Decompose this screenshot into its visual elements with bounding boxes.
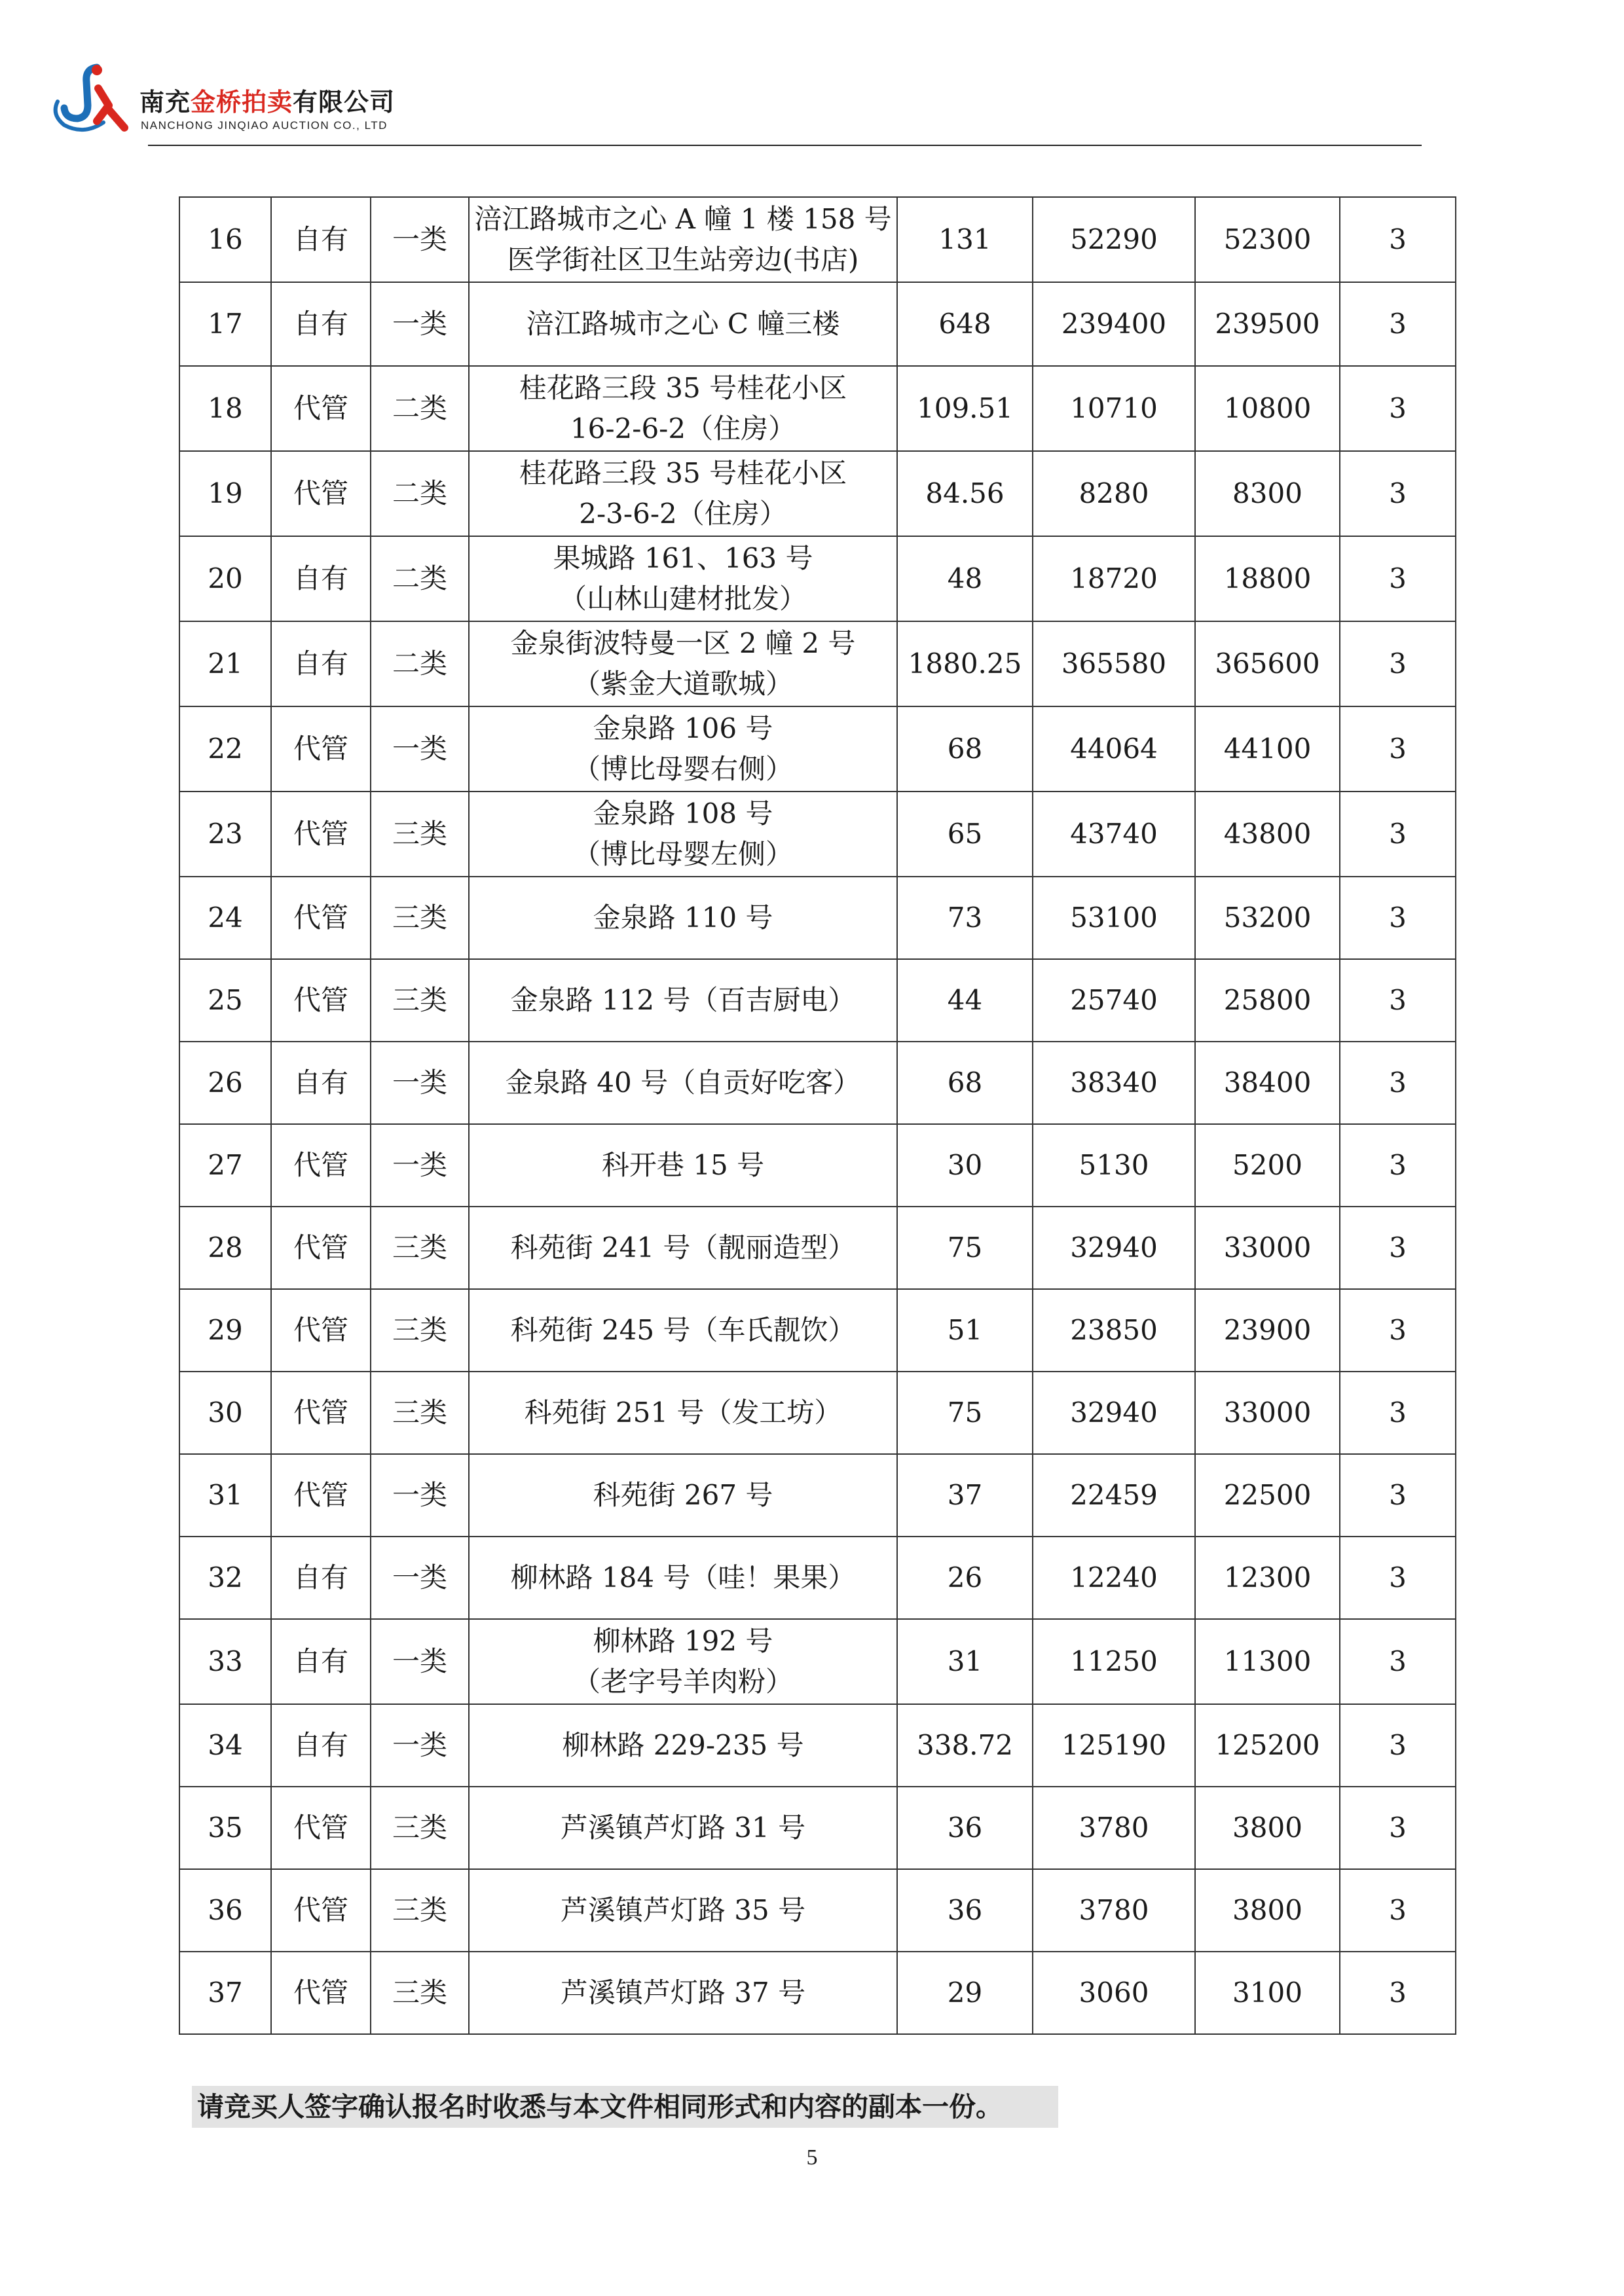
cell-category: 三类	[371, 1952, 469, 2034]
cell-area: 44	[897, 959, 1033, 1042]
cell-no: 25	[179, 959, 271, 1042]
cell-price-b: 8300	[1195, 451, 1340, 536]
cell-address	[469, 536, 897, 621]
cell-price-b: 23900	[1195, 1289, 1340, 1372]
table-row	[179, 1619, 1456, 1704]
cell-price-a: 12240	[1033, 1537, 1195, 1619]
cell-area: 37	[897, 1454, 1033, 1537]
cell-category: 二类	[371, 366, 469, 451]
cell-term: 3	[1340, 1124, 1456, 1207]
cell-category: 三类	[371, 1289, 469, 1372]
cell-area: 84.56	[897, 451, 1033, 536]
cell-price-a: 22459	[1033, 1454, 1195, 1537]
cell-category: 一类	[371, 282, 469, 366]
cell-category: 三类	[371, 1372, 469, 1454]
cell-no: 37	[179, 1952, 271, 2034]
header-divider	[148, 145, 1422, 146]
table-row	[179, 1869, 1456, 1952]
cell-price-b: 33000	[1195, 1372, 1340, 1454]
cell-no: 17	[179, 282, 271, 366]
cell-address	[469, 959, 897, 1042]
address-line: 金泉路 106 号	[593, 712, 773, 744]
cell-category: 二类	[371, 451, 469, 536]
address-line: 芦溪镇芦灯路 37 号	[560, 1977, 806, 2009]
cell-area: 73	[897, 877, 1033, 959]
cell-price-b: 43800	[1195, 792, 1340, 877]
cell-term: 3	[1340, 1952, 1456, 2034]
cell-price-a: 32940	[1033, 1372, 1195, 1454]
cell-category: 二类	[371, 536, 469, 621]
cell-area: 31	[897, 1619, 1033, 1704]
table-row	[179, 366, 1456, 451]
cell-term: 3	[1340, 792, 1456, 877]
cell-category: 二类	[371, 621, 469, 706]
cell-category: 一类	[371, 197, 469, 282]
cell-address	[469, 1952, 897, 2034]
cell-price-b: 3800	[1195, 1869, 1340, 1952]
table-row	[179, 451, 1456, 536]
address-line: 科苑街 251 号（发工坊）	[524, 1396, 842, 1429]
page-header	[51, 62, 1420, 147]
signature-notice: 请竞买人签字确认报名时收悉与本文件相同形式和内容的副本一份。	[192, 2086, 1058, 2128]
cell-no: 28	[179, 1207, 271, 1289]
address-line: 芦溪镇芦灯路 35 号	[560, 1894, 806, 1926]
cell-price-b: 10800	[1195, 366, 1340, 451]
cell-price-b: 365600	[1195, 621, 1340, 706]
cell-ownership: 自有	[271, 197, 371, 282]
cell-price-a: 32940	[1033, 1207, 1195, 1289]
cell-no: 29	[179, 1289, 271, 1372]
cell-ownership: 自有	[271, 1537, 371, 1619]
cell-term: 3	[1340, 1289, 1456, 1372]
cell-area: 51	[897, 1289, 1033, 1372]
address-line: 科苑街 241 号（靓丽造型）	[510, 1231, 856, 1264]
cell-category: 一类	[371, 1704, 469, 1787]
cell-ownership: 代管	[271, 1372, 371, 1454]
table-row	[179, 1207, 1456, 1289]
address-line: 涪江路城市之心 A 幢 1 楼 158 号	[474, 203, 892, 235]
cell-address	[469, 706, 897, 792]
cell-no: 23	[179, 792, 271, 877]
cell-no: 24	[179, 877, 271, 959]
cell-price-b: 44100	[1195, 706, 1340, 792]
cell-area: 648	[897, 282, 1033, 366]
cell-address	[469, 197, 897, 282]
cell-no: 32	[179, 1537, 271, 1619]
table-row	[179, 536, 1456, 621]
cell-price-a: 25740	[1033, 959, 1195, 1042]
cell-address	[469, 451, 897, 536]
table-row	[179, 1537, 1456, 1619]
cell-price-b: 53200	[1195, 877, 1340, 959]
cell-term: 3	[1340, 536, 1456, 621]
address-line: （山林山建材批发）	[559, 583, 807, 615]
table-row	[179, 1952, 1456, 2034]
cell-price-b: 5200	[1195, 1124, 1340, 1207]
cell-price-a: 8280	[1033, 451, 1195, 536]
cell-no: 33	[179, 1619, 271, 1704]
cell-address	[469, 621, 897, 706]
cell-ownership: 代管	[271, 1207, 371, 1289]
cell-ownership: 自有	[271, 1042, 371, 1124]
cell-price-a: 239400	[1033, 282, 1195, 366]
address-line: 桂花路三段 35 号桂花小区	[519, 372, 847, 404]
address-line: 金泉路 112 号（百吉厨电）	[510, 984, 856, 1016]
cell-term: 3	[1340, 1042, 1456, 1124]
cell-ownership: 自有	[271, 621, 371, 706]
cell-area: 75	[897, 1207, 1033, 1289]
cell-area: 36	[897, 1787, 1033, 1869]
cell-no: 36	[179, 1869, 271, 1952]
cell-term: 3	[1340, 1704, 1456, 1787]
cell-term: 3	[1340, 959, 1456, 1042]
company-name-en: NANCHONG JINQIAO AUCTION CO., LTD	[141, 119, 388, 132]
table-row	[179, 197, 1456, 282]
cell-category: 一类	[371, 1454, 469, 1537]
cell-category: 三类	[371, 1207, 469, 1289]
cell-price-b: 38400	[1195, 1042, 1340, 1124]
cell-price-a: 3780	[1033, 1787, 1195, 1869]
cell-address	[469, 1042, 897, 1124]
cell-no: 18	[179, 366, 271, 451]
cell-address	[469, 1454, 897, 1537]
address-line: 柳林路 192 号	[593, 1625, 773, 1657]
cell-price-a: 53100	[1033, 877, 1195, 959]
table-body	[179, 197, 1456, 2034]
property-table	[179, 196, 1456, 2035]
cell-ownership: 代管	[271, 1952, 371, 2034]
address-line: 科开巷 15 号	[601, 1149, 765, 1181]
cell-address	[469, 366, 897, 451]
cell-no: 22	[179, 706, 271, 792]
cell-category: 一类	[371, 1124, 469, 1207]
cell-price-a: 11250	[1033, 1619, 1195, 1704]
cell-category: 三类	[371, 792, 469, 877]
cell-address	[469, 1289, 897, 1372]
address-line: 芦溪镇芦灯路 31 号	[560, 1812, 806, 1844]
cell-price-b: 25800	[1195, 959, 1340, 1042]
table-row	[179, 1704, 1456, 1787]
cell-price-b: 12300	[1195, 1537, 1340, 1619]
table-row	[179, 877, 1456, 959]
cell-term: 3	[1340, 197, 1456, 282]
cell-price-a: 52290	[1033, 197, 1195, 282]
cell-category: 三类	[371, 959, 469, 1042]
cell-address	[469, 1124, 897, 1207]
cell-ownership: 代管	[271, 451, 371, 536]
cell-price-b: 11300	[1195, 1619, 1340, 1704]
cell-price-a: 10710	[1033, 366, 1195, 451]
address-line: （博比母婴左侧）	[572, 838, 793, 870]
cell-ownership: 自有	[271, 536, 371, 621]
page-number: 5	[806, 2145, 818, 2170]
cell-ownership: 代管	[271, 1454, 371, 1537]
table-row	[179, 792, 1456, 877]
cell-address	[469, 1372, 897, 1454]
cell-price-a: 43740	[1033, 792, 1195, 877]
cell-no: 35	[179, 1787, 271, 1869]
address-line: （紫金大道歌城）	[572, 668, 793, 700]
cell-price-a: 3780	[1033, 1869, 1195, 1952]
company-name-accent: 金桥拍卖	[191, 88, 293, 117]
cell-term: 3	[1340, 1207, 1456, 1289]
cell-address	[469, 1207, 897, 1289]
cell-area: 65	[897, 792, 1033, 877]
cell-price-b: 3100	[1195, 1952, 1340, 2034]
address-line: 果城路 161、163 号	[553, 542, 813, 574]
cell-ownership: 代管	[271, 877, 371, 959]
address-line: 2-3-6-2（住房）	[579, 498, 787, 530]
table-row	[179, 959, 1456, 1042]
cell-no: 31	[179, 1454, 271, 1537]
cell-category: 一类	[371, 1619, 469, 1704]
cell-term: 3	[1340, 1537, 1456, 1619]
table-row	[179, 1124, 1456, 1207]
address-line: （博比母婴右侧）	[572, 753, 793, 785]
cell-no: 30	[179, 1372, 271, 1454]
company-name-pre: 南充	[139, 88, 191, 117]
cell-ownership: 自有	[271, 1704, 371, 1787]
cell-ownership: 代管	[271, 366, 371, 451]
table-row	[179, 1372, 1456, 1454]
cell-term: 3	[1340, 621, 1456, 706]
cell-address	[469, 1704, 897, 1787]
cell-no: 21	[179, 621, 271, 706]
cell-ownership: 代管	[271, 1869, 371, 1952]
cell-term: 3	[1340, 366, 1456, 451]
cell-term: 3	[1340, 1787, 1456, 1869]
table-row	[179, 282, 1456, 366]
cell-address	[469, 1869, 897, 1952]
cell-area: 30	[897, 1124, 1033, 1207]
cell-price-b: 33000	[1195, 1207, 1340, 1289]
cell-category: 三类	[371, 1787, 469, 1869]
cell-ownership: 自有	[271, 1619, 371, 1704]
cell-ownership: 代管	[271, 1787, 371, 1869]
cell-area: 109.51	[897, 366, 1033, 451]
cell-price-a: 44064	[1033, 706, 1195, 792]
cell-price-a: 5130	[1033, 1124, 1195, 1207]
address-line: 柳林路 184 号（哇！果果）	[510, 1561, 856, 1594]
cell-area: 26	[897, 1537, 1033, 1619]
cell-price-b: 52300	[1195, 197, 1340, 282]
company-name-post: 有限公司	[293, 88, 396, 117]
cell-category: 三类	[371, 877, 469, 959]
company-name-cn	[139, 82, 395, 118]
cell-price-b: 22500	[1195, 1454, 1340, 1537]
cell-area: 36	[897, 1869, 1033, 1952]
table-row	[179, 1454, 1456, 1537]
cell-ownership: 代管	[271, 1124, 371, 1207]
cell-no: 19	[179, 451, 271, 536]
cell-term: 3	[1340, 451, 1456, 536]
cell-area: 1880.25	[897, 621, 1033, 706]
address-line: （老字号羊肉粉）	[572, 1666, 793, 1698]
cell-no: 26	[179, 1042, 271, 1124]
cell-ownership: 代管	[271, 959, 371, 1042]
address-line: 医学街社区卫生站旁边(书店)	[507, 244, 859, 276]
cell-area: 75	[897, 1372, 1033, 1454]
address-line: 金泉路 40 号（自贡好吃客）	[505, 1066, 861, 1099]
address-line: 金泉街波特曼一区 2 幢 2 号	[510, 627, 856, 659]
cell-price-a: 125190	[1033, 1704, 1195, 1787]
cell-area: 338.72	[897, 1704, 1033, 1787]
cell-category: 三类	[371, 1869, 469, 1952]
cell-no: 34	[179, 1704, 271, 1787]
cell-area: 48	[897, 536, 1033, 621]
cell-address	[469, 792, 897, 877]
table-row	[179, 1289, 1456, 1372]
cell-address	[469, 1537, 897, 1619]
cell-address	[469, 282, 897, 366]
cell-area: 68	[897, 1042, 1033, 1124]
address-line: 16-2-6-2（住房）	[570, 412, 796, 445]
cell-category: 一类	[371, 706, 469, 792]
cell-ownership: 代管	[271, 706, 371, 792]
table-row	[179, 1787, 1456, 1869]
cell-address	[469, 1787, 897, 1869]
address-line: 桂花路三段 35 号桂花小区	[519, 457, 847, 489]
cell-no: 27	[179, 1124, 271, 1207]
address-line: 涪江路城市之心 C 幢三楼	[526, 308, 840, 340]
cell-price-a: 365580	[1033, 621, 1195, 706]
cell-category: 一类	[371, 1537, 469, 1619]
cell-price-b: 125200	[1195, 1704, 1340, 1787]
cell-term: 3	[1340, 1454, 1456, 1537]
cell-term: 3	[1340, 1869, 1456, 1952]
cell-category: 一类	[371, 1042, 469, 1124]
cell-no: 20	[179, 536, 271, 621]
cell-area: 131	[897, 197, 1033, 282]
cell-price-b: 239500	[1195, 282, 1340, 366]
cell-area: 68	[897, 706, 1033, 792]
cell-price-a: 38340	[1033, 1042, 1195, 1124]
cell-no: 16	[179, 197, 271, 282]
cell-price-b: 18800	[1195, 536, 1340, 621]
cell-area: 29	[897, 1952, 1033, 2034]
cell-price-b: 3800	[1195, 1787, 1340, 1869]
table-row	[179, 706, 1456, 792]
address-line: 科苑街 267 号	[593, 1479, 773, 1511]
cell-price-a: 3060	[1033, 1952, 1195, 2034]
cell-term: 3	[1340, 1619, 1456, 1704]
cell-term: 3	[1340, 706, 1456, 792]
cell-ownership: 自有	[271, 282, 371, 366]
address-line: 科苑街 245 号（车氏靓饮）	[510, 1314, 856, 1346]
cell-address	[469, 877, 897, 959]
cell-ownership: 代管	[271, 792, 371, 877]
address-line: 柳林路 229-235 号	[562, 1729, 804, 1761]
cell-price-a: 23850	[1033, 1289, 1195, 1372]
cell-address	[469, 1619, 897, 1704]
table-row	[179, 1042, 1456, 1124]
cell-ownership: 代管	[271, 1289, 371, 1372]
cell-term: 3	[1340, 1372, 1456, 1454]
jinqiao-logo-icon	[51, 62, 136, 134]
address-line: 金泉路 110 号	[593, 902, 773, 934]
table-row	[179, 621, 1456, 706]
cell-term: 3	[1340, 282, 1456, 366]
address-line: 金泉路 108 号	[593, 797, 773, 829]
cell-term: 3	[1340, 877, 1456, 959]
cell-price-a: 18720	[1033, 536, 1195, 621]
